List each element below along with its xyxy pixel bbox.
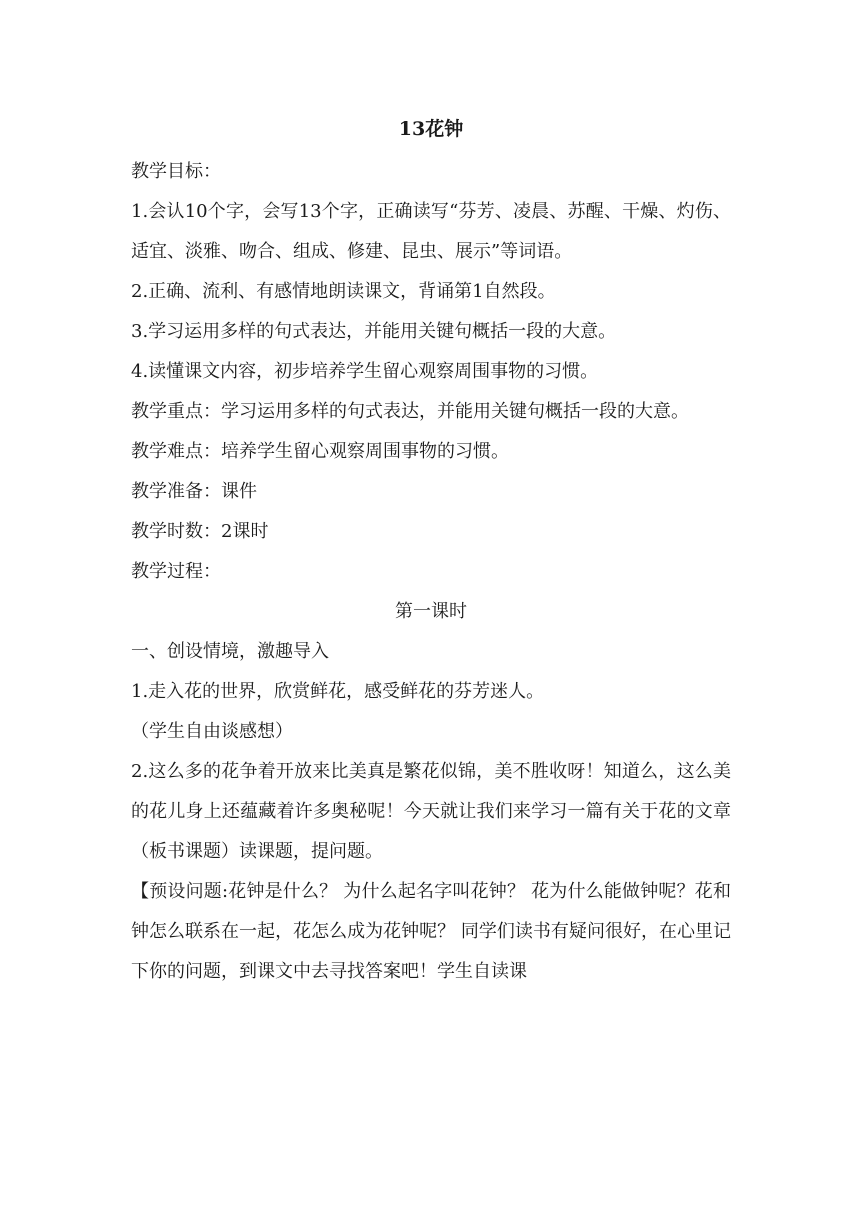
- section-heading: 一、创设情境，激趣导入: [131, 641, 329, 662]
- objective-item: 1.会认10个字，会写13个字，正确读写“芬芳、凌晨、苏醒、干燥、灼伤、适宜、淡雅、吻合、组成、修建、昆虫、展示”等词语。: [131, 201, 731, 262]
- process-heading: 教学过程：: [131, 561, 221, 582]
- key-point: 教学重点：学习运用多样的句式表达，并能用关键句概括一段的大意。: [131, 401, 689, 422]
- hours: 教学时数：2课时: [131, 521, 269, 542]
- document-body: [131, 112, 731, 992]
- section-item: 【预设问题:花钟是什么？ 为什么起名字叫花钟？ 花为什么能做钟呢？花和钟怎么联系在一起，花怎么成为花钟呢？ 同学们读书有疑问很好，在心里记下你的问题，到课文中去寻找答案吧！学生自读课: [131, 881, 731, 982]
- difficulty: 教学难点：培养学生留心观察周围事物的习惯。: [131, 441, 509, 462]
- lesson-heading: 第一课时: [395, 601, 467, 622]
- section-item: 1.走入花的世界，欣赏鲜花，感受鲜花的芬芳迷人。: [131, 681, 545, 702]
- section-item: 2.这么多的花争着开放来比美真是繁花似锦，美不胜收呀！知道么，这么美的花儿身上还蕴藏着许多奥秘呢！今天就让我们来学习一篇有关于花的文章（板书课题）读课题，提问题。: [131, 761, 731, 862]
- objective-item: 3.学习运用多样的句式表达，并能用关键句概括一段的大意。: [131, 321, 617, 342]
- objective-item: 4.读懂课文内容，初步培养学生留心观察周围事物的习惯。: [131, 361, 599, 382]
- document-title: 13花钟: [398, 118, 464, 140]
- section-item: （学生自由谈感想）: [131, 721, 293, 742]
- objectives-heading: 教学目标：: [131, 161, 221, 182]
- preparation: 教学准备：课件: [131, 481, 257, 502]
- objective-item: 2.正确、流利、有感情地朗读课文，背诵第1自然段。: [131, 281, 556, 302]
